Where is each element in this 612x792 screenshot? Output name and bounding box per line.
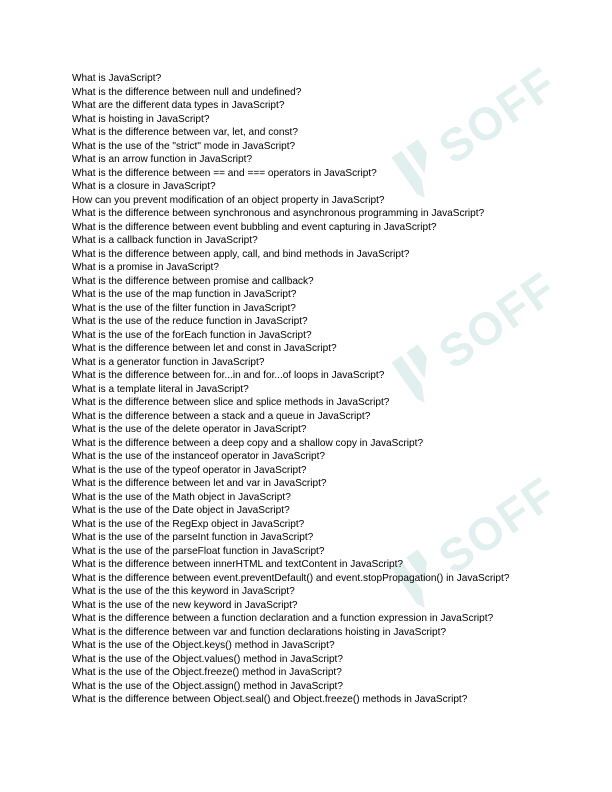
question-item: What is the difference between a stack and a queue in JavaScript? — [72, 410, 371, 422]
question-item: What is the use of the RegExp object in JavaScript? — [72, 518, 305, 530]
question-item: What is a generator function in JavaScript? — [72, 356, 265, 368]
question-item: What is the use of the Object.assign() method in JavaScript? — [72, 680, 343, 692]
question-item: What is the use of the Object.keys() method in JavaScript? — [72, 640, 335, 651]
question-item: What is the difference between Object.seal() and Object.freeze() methods in JavaScript? — [72, 694, 468, 705]
question-item: What is the difference between a function declaration and a function expression in JavaScript? — [72, 613, 494, 624]
question-item: What is an arrow function in JavaScript? — [72, 154, 253, 165]
watermark-text: SOFF — [429, 261, 567, 379]
watermark-text: SOFF — [429, 56, 567, 174]
question-item: What is a callback function in JavaScript? — [72, 235, 258, 246]
question-item: What is the use of the parseFloat function in JavaScript? — [72, 545, 325, 557]
question-item: What is the use of the new keyword in JavaScript? — [72, 599, 298, 611]
question-list — [72, 72, 542, 707]
question-item: What is the difference between synchronous and asynchronous programming in JavaScript? — [72, 208, 485, 219]
question-item: What is the difference between == and === operators in JavaScript? — [72, 167, 377, 179]
question-item: What is a promise in JavaScript? — [72, 262, 219, 273]
question-item: What is the difference between var and function declarations hoisting in JavaScript? — [72, 626, 447, 638]
question-item: What is the use of the "strict" mode in JavaScript? — [72, 140, 296, 152]
question-item: What is the difference between promise and callback? — [72, 275, 314, 287]
question-item: What is the difference between var, let, and const? — [72, 127, 298, 138]
question-item: What is a template literal in JavaScript? — [72, 383, 249, 395]
question-item: What is the use of the typeof operator in JavaScript? — [72, 464, 307, 476]
question-item: What is the use of the forEach function in JavaScript? — [72, 329, 312, 341]
question-item: What is the difference between for...in and for...of loops in JavaScript? — [72, 370, 385, 381]
question-item: What is the use of the Object.freeze() method in JavaScript? — [72, 667, 342, 678]
watermark-text: SOFF — [429, 466, 567, 584]
question-item: What is the difference between innerHTML and textContent in JavaScript? — [72, 559, 404, 570]
question-item: What is the difference between a deep copy and a shallow copy in JavaScript? — [72, 437, 424, 449]
question-item: What is the use of the Date object in JavaScript? — [72, 505, 290, 516]
question-item: What is the use of the map function in JavaScript? — [72, 289, 297, 300]
question-item: What is the use of the reduce function in JavaScript? — [72, 316, 308, 327]
question-item: What are the different data types in JavaScript? — [72, 100, 285, 111]
question-item: What is JavaScript? — [72, 73, 162, 84]
question-item: What is the use of the parseInt function in JavaScript? — [72, 532, 314, 543]
question-item: What is the use of the this keyword in JavaScript? — [72, 586, 295, 597]
question-item: What is the difference between let and var in JavaScript? — [72, 478, 327, 489]
question-item: What is the difference between slice and splice methods in JavaScript? — [72, 397, 390, 408]
question-item: What is the use of the Object.values() method in JavaScript? — [72, 653, 343, 665]
question-item: What is the difference between event.preventDefault() and event.stopPropagation() in JavaScript? — [72, 572, 510, 584]
question-item: What is hoisting in JavaScript? — [72, 113, 210, 125]
question-item: What is the difference between let and const in JavaScript? — [72, 343, 337, 354]
question-item: What is the use of the filter function in JavaScript? — [72, 302, 296, 314]
question-item: What is the difference between null and undefined? — [72, 86, 302, 98]
question-item: What is the difference between apply, call, and bind methods in JavaScript? — [72, 248, 410, 260]
question-item: What is the use of the instanceof operator in JavaScript? — [72, 451, 326, 462]
question-item: What is the use of the Math object in JavaScript? — [72, 491, 291, 503]
question-item: How can you prevent modification of an object property in JavaScript? — [72, 194, 385, 206]
question-item: What is the difference between event bubbling and event capturing in JavaScript? — [72, 221, 437, 233]
question-item: What is a closure in JavaScript? — [72, 181, 216, 192]
question-item: What is the use of the delete operator in JavaScript? — [72, 424, 307, 435]
